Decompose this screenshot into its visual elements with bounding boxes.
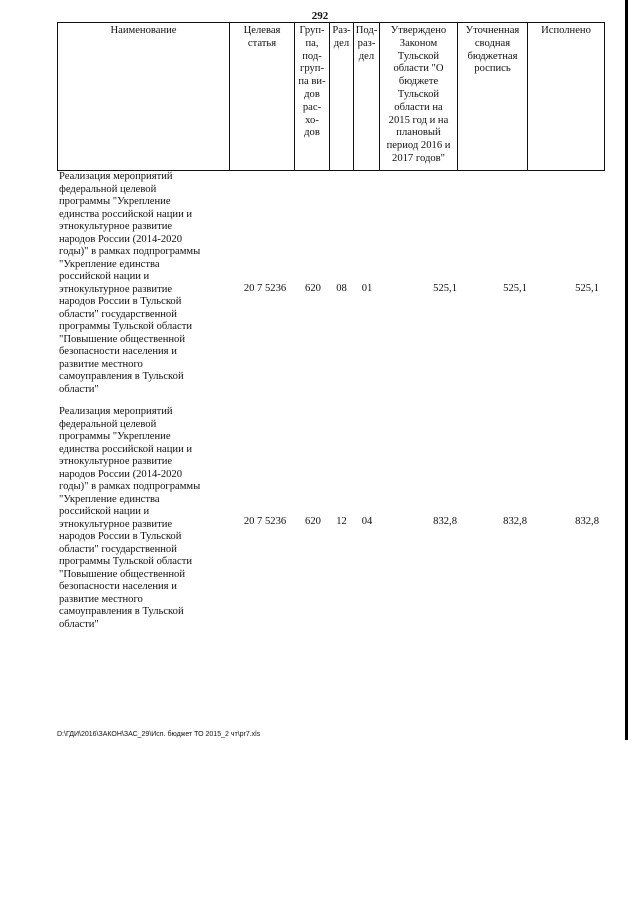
row-approved: 525,1 <box>433 283 457 294</box>
row-subsection: 04 <box>361 516 373 527</box>
row-group: 620 <box>305 283 321 294</box>
row-executed: 525,1 <box>575 283 599 294</box>
column-header-executed: Исполнено <box>528 23 605 171</box>
row-description: Реализация мероприятий федеральной целевой программы "Укрепление единства российской нации и этнокультурное развитие народов России (2014-2020 годы)" в рамках подпрограммы "Укрепление единства российской нации и этнокультурное развитие народов России в Тульской области" государственной программы Тульской области "Повышение общественной безопасности населения и развитие местного самоуправления в Тульской области" <box>59 171 201 395</box>
row-target: 20 7 5236 <box>243 516 287 527</box>
row-refined: 832,8 <box>503 516 527 527</box>
row-section: 12 <box>336 516 347 527</box>
column-header-approved: Утверждено Законом Тульской области "О бюджете Тульской области на 2015 год и на плановый период 2016 и 2017 годов" <box>380 23 458 171</box>
row-subsection: 01 <box>361 283 373 294</box>
column-header-name: Наименование <box>58 23 230 171</box>
row-description: Реализация мероприятий федеральной целевой программы "Укрепление единства российской нации и этнокультурное развитие народов России (2014-2020 годы)" в рамках подпрограммы "Укрепление единства российской нации и этнокультурное развитие народов России в Тульской области" государственной программы Тульской области "Повышение общественной безопасности населения и развитие местного самоуправления в Тульской области" <box>59 406 201 630</box>
column-header-target: Целевая статья <box>230 23 295 171</box>
table-header <box>57 22 605 171</box>
row-target: 20 7 5236 <box>243 283 287 294</box>
column-header-section: Раз- дел <box>330 23 354 171</box>
row-section: 08 <box>336 283 347 294</box>
row-group: 620 <box>305 516 321 527</box>
page-number: 292 <box>311 10 329 22</box>
row-executed: 832,8 <box>575 516 599 527</box>
column-header-group: Груп- па, под- груп- па ви- дов рас- хо- дов <box>295 23 330 171</box>
footer-file-path: D:\ГДИ\2016\ЗАКОН\ЗАС_29\Исп. бюджет ТО 2015_2 чт\pr7.xls <box>57 731 261 738</box>
column-header-subsection: Под- раз- дел <box>354 23 380 171</box>
column-header-refined: Уточненная сводная бюджетная роспись <box>458 23 528 171</box>
scan-edge-line <box>625 0 628 740</box>
row-approved: 832,8 <box>433 516 457 527</box>
table-row <box>57 171 604 401</box>
table-row <box>57 406 604 638</box>
row-refined: 525,1 <box>503 283 527 294</box>
